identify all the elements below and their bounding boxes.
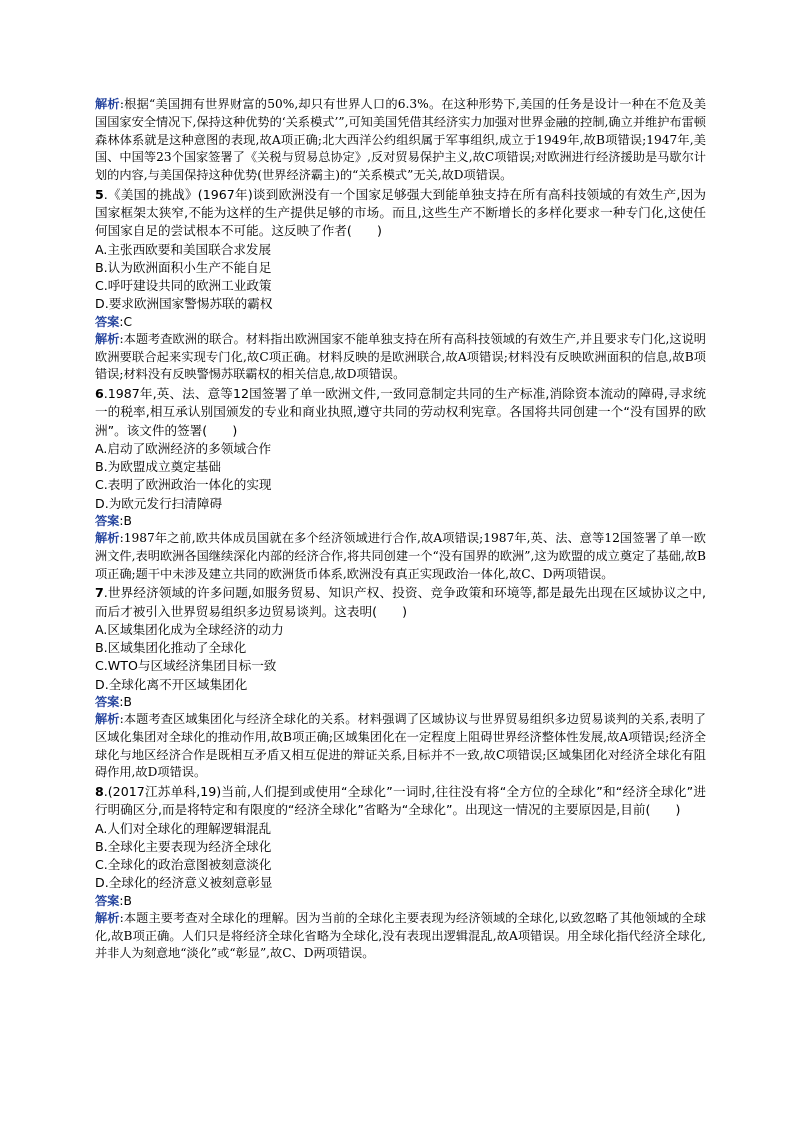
answer-value: :C [119,314,132,329]
question-stem [95,584,706,620]
explanation-text: :本题考查区域集团化与经济全球化的关系。材料强调了区域协议与世界贸易组织多边贸易谈判的关系,表明了区域化集团对全球化的推动作用,故B项正确;区域集团化在一定程度上阻碍世界经济整体性发展,故A项错误;经济全球化与地区经济合作是既相互矛盾又相互促进的辩证关系,目标并不一致,故C项错误;区域集团化对经济全球化有阻碍作用,故D项错误。 [95,711,706,780]
option-c: C.表明了欧洲政治一体化的实现 [95,477,272,493]
explanation-label: 解析 [95,910,120,925]
option-d: D.全球化的经济意义被刻意彰显 [95,875,273,891]
option-b: B.区域集团化推动了全球化 [95,640,247,656]
explanation [95,910,706,963]
question-5 [95,186,706,384]
question-7 [95,584,706,782]
answer-label: 答案 [95,314,120,329]
answer-line [95,893,706,910]
explanation-label: 解析 [95,331,120,346]
explanation-text: :根据“美国拥有世界财富的50%,却只有世界人口的6.3%。在这种形势下,美国的任务是设计一种在不危及美国国家安全情况下,保持这种优势的‘关系模式’”,可知美国凭借其经济实力加强对世界金融的控制,确立并维护布雷顿森林体系就是这种意图的表现,故A项正确;北大西洋公约组织属于军事组织,成立于1949年,故B项错误;1947年,美国、中国等23个国家签署了《关税与贸易总协定》,反对贸易保护主义,故C项错误;对欧洲进行经济援助是马歇尔计划的内容,与美国保持这种优势(世界经济霸主)的“关系模式”无关,故D项错误。 [95,97,707,183]
question-text: .《美国的挑战》(1967年)谈到欧洲没有一个国家足够强大到能单独支持在所有高科技领域的有效生产,因为国家框架太狭窄,不能为这样的生产提供足够的市场。而且,这些生产不断增长的多样化要求一种专门化,这使任何国家自足的尝试根本不可能。这反映了作者( ) [95,186,706,239]
document-page [95,96,706,963]
option-d: D.要求欧洲国家警惕苏联的霸权 [95,296,273,312]
answer-value: :B [119,694,132,709]
option-b: B.全球化主要表现为经济全球化 [95,838,272,854]
answer-value: :B [119,893,132,908]
option-a: A.主张西欧要和美国联合求发展 [95,241,272,257]
option-a: A.区域集团化成为全球经济的动力 [95,621,284,637]
answer-label: 答案 [95,694,120,709]
option-a: A.启动了欧洲经济的多领域合作 [95,440,272,456]
explanation [95,331,706,384]
explanation-q4 [95,96,706,185]
question-number: 5 [95,186,104,202]
answer-line [95,513,706,530]
question-stem [95,186,706,241]
question-text: .1987年,英、法、意等12国签署了单一欧洲文件,一致同意制定共同的生产标准,消除资本流动的障碍,寻求统一的税率,相互承认别国颁发的专业和商业执照,遵守共同的劳动权利宪章。各国将共同创建一个“没有国界的欧洲”。该文件的签署( ) [95,386,706,438]
option-c: C.全球化的政治意图被刻意淡化 [95,857,272,873]
option-c: C.呼吁建设共同的欧洲工业政策 [95,278,272,294]
question-stem [95,385,706,440]
answer-label: 答案 [95,513,120,528]
question-number: 6 [95,386,104,402]
explanation-text: :本题考查欧洲的联合。材料指出欧洲国家不能单独支持在所有高科技领域的有效生产,并且要求专门化,这说明欧洲要联合起来实现专门化,故C项正确。材料反映的是欧洲联合,故A项错误;材料没有反映欧洲面积的信息,故B项错误;材料没有反映警惕苏联霸权的相关信息,故D项错误。 [95,331,706,382]
question-text: .(2017江苏单科,19)当前,人们提到或使用“全球化”一词时,往往没有将“全方位的全球化”和“经济全球化”进行明确区分,而是将特定和有限度的“经济全球化”省略为“全球化”。出现这一情况的主要原因是,目前( ) [95,784,706,818]
explanation-text: :1987年之前,欧共体成员国就在多个经济领域进行合作,故A项错误;1987年,英、法、意等12国签署了单一欧洲文件,表明欧洲各国继续深化内部的经济合作,将共同创建一个“没有国界的欧洲”,这为欧盟的成立奠定了基础,故B项正确;题干中未涉及建立共同的欧洲货币体系,欧洲没有真正实现政治一体化,故C、D两项错误。 [95,530,706,581]
question-number: 8 [95,784,104,800]
explanation-text: :本题主要考查对全球化的理解。因为当前的全球化主要表现为经济领域的全球化,以致忽略了其他领域的全球化,故B项正确。人们只是将经济全球化省略为全球化,没有表现出逻辑混乱,故A项错误。用全球化指代经济全球化,并非人为刻意地“淡化”或“彰显”,故C、D两项错误。 [95,910,706,961]
answer-line [95,694,706,711]
option-b: B.为欧盟成立奠定基础 [95,459,221,475]
question-text: .世界经济领域的许多问题,如服务贸易、知识产权、投资、竞争政策和环境等,都是最先出现在区域协议之中,而后才被引入世界贸易组织多边贸易谈判。这表明( ) [95,585,706,619]
option-c: C.WTO与区域经济集团目标一致 [95,658,277,674]
option-b: B.认为欧洲面积小生产不能自足 [95,259,272,275]
explanation-label: 解析 [95,97,120,111]
explanation-label: 解析 [95,530,120,545]
answer-line [95,314,706,331]
answer-value: :B [119,513,132,528]
question-stem [95,783,706,819]
question-number: 7 [95,585,104,601]
explanation [95,530,706,583]
option-a: A.人们对全球化的理解逻辑混乱 [95,820,272,836]
question-6 [95,385,706,583]
answer-label: 答案 [95,893,120,908]
option-d: D.为欧元发行扫清障碍 [95,495,223,511]
explanation-label: 解析 [95,711,120,726]
option-d: D.全球化离不开区域集团化 [95,676,248,692]
question-8 [95,783,706,963]
explanation [95,711,706,782]
